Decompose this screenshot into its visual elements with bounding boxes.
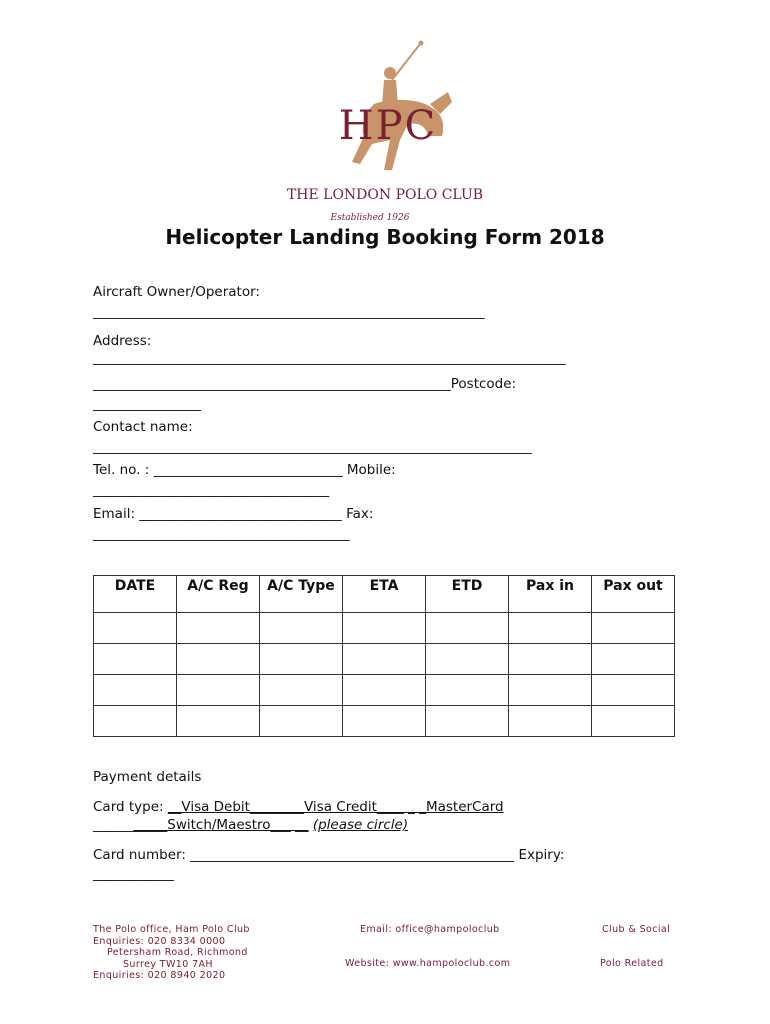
- page-title: Helicopter Landing Booking Form 2018: [165, 225, 605, 249]
- table-cell[interactable]: [426, 644, 509, 675]
- table-cell[interactable]: [177, 706, 260, 737]
- table-cell[interactable]: [509, 613, 592, 644]
- table-cell[interactable]: [509, 644, 592, 675]
- footer-website[interactable]: Website: www.hampoloclub.com: [345, 958, 511, 969]
- table-cell[interactable]: [426, 675, 509, 706]
- header-pax-in: Pax in: [509, 576, 592, 613]
- table-cell[interactable]: [509, 675, 592, 706]
- table-cell[interactable]: [94, 644, 177, 675]
- header-pax-out: Pax out: [592, 576, 675, 613]
- contact-field[interactable]: _________________________________________________________________: [93, 439, 532, 455]
- table-row: [94, 644, 675, 675]
- table-cell[interactable]: [177, 675, 260, 706]
- footer-address-line: Petersham Road, Richmond: [107, 947, 248, 959]
- payment-heading: Payment details: [93, 769, 202, 785]
- card-type-line: [93, 799, 504, 815]
- card-type-options[interactable]: __Visa Debit________Visa Credit____ _ _MasterCard: [167, 799, 504, 815]
- owner-field[interactable]: __________________________________________________________: [93, 304, 485, 320]
- table-cell[interactable]: [426, 706, 509, 737]
- tel-mobile-line[interactable]: Tel. no. : ____________________________ Mobile:: [93, 462, 396, 478]
- table-cell[interactable]: [343, 706, 426, 737]
- please-circle-note: (please circle): [312, 817, 409, 833]
- mobile-field[interactable]: ___________________________________: [93, 482, 330, 498]
- header-etd: ETD: [426, 576, 509, 613]
- table-row: [94, 706, 675, 737]
- logo-club-name: THE LONDON POLO CLUB: [286, 187, 484, 203]
- footer-address: [93, 924, 250, 982]
- email-fax-line[interactable]: Email: ______________________________ Fax:: [93, 506, 374, 522]
- table-cell[interactable]: [592, 644, 675, 675]
- table-cell[interactable]: [509, 706, 592, 737]
- footer-address-line: Enquiries: 020 8940 2020: [93, 970, 226, 982]
- table-cell[interactable]: [260, 706, 343, 737]
- header-ac-type: A/C Type: [260, 576, 343, 613]
- table-cell[interactable]: [94, 706, 177, 737]
- table-cell[interactable]: [343, 675, 426, 706]
- table-row: [94, 675, 675, 706]
- table-cell[interactable]: [343, 613, 426, 644]
- header-date: DATE: [94, 576, 177, 613]
- contact-label: Contact name:: [93, 419, 193, 435]
- address-label: Address:: [93, 333, 152, 349]
- address-postcode-line[interactable]: _____________________________________________________Postcode:: [93, 376, 517, 392]
- card-number-line[interactable]: Card number: ________________________________________________ Expiry:: [93, 847, 565, 863]
- table-cell[interactable]: [94, 613, 177, 644]
- booking-table: [93, 575, 675, 737]
- card-type-options-prefix: ______: [93, 817, 134, 833]
- table-row: [94, 613, 675, 644]
- table-cell[interactable]: [592, 613, 675, 644]
- postcode-field[interactable]: ________________: [93, 396, 201, 412]
- card-type-line-2: [93, 817, 408, 833]
- header-ac-reg: A/C Reg: [177, 576, 260, 613]
- owner-label: Aircraft Owner/Operator:: [93, 284, 260, 300]
- footer-club-social: Club & Social: [602, 924, 671, 935]
- logo-initials: HPC: [338, 103, 438, 149]
- table-cell[interactable]: [592, 706, 675, 737]
- footer-address-line: Surrey TW10 7AH: [123, 958, 213, 970]
- footer-address-line: The Polo office, Ham Polo Club: [93, 924, 250, 935]
- club-logo: [280, 40, 490, 223]
- table-cell[interactable]: [260, 613, 343, 644]
- table-header-row: [94, 576, 675, 613]
- table-cell[interactable]: [426, 613, 509, 644]
- address-field-1[interactable]: ______________________________________________________________________: [93, 350, 566, 366]
- table-cell[interactable]: [177, 644, 260, 675]
- table-body: [94, 613, 675, 737]
- table-cell[interactable]: [343, 644, 426, 675]
- fax-field[interactable]: ______________________________________: [93, 526, 350, 542]
- footer-polo-related: Polo Related: [600, 958, 664, 969]
- table-cell[interactable]: [94, 675, 177, 706]
- table-cell[interactable]: [260, 644, 343, 675]
- footer-email[interactable]: Email: office@hampoloclub: [360, 924, 500, 935]
- expiry-field[interactable]: ____________: [93, 866, 174, 882]
- table-cell[interactable]: [260, 675, 343, 706]
- card-type-options-2[interactable]: _____Switch/Maestro___ __: [133, 817, 309, 833]
- footer-address-line: Enquiries: 020 8334 0000: [93, 935, 226, 947]
- logo-established: Established 1926: [330, 213, 410, 223]
- header-eta: ETA: [343, 576, 426, 613]
- table-cell[interactable]: [177, 613, 260, 644]
- card-type-label: Card type:: [93, 799, 168, 815]
- table-cell[interactable]: [592, 675, 675, 706]
